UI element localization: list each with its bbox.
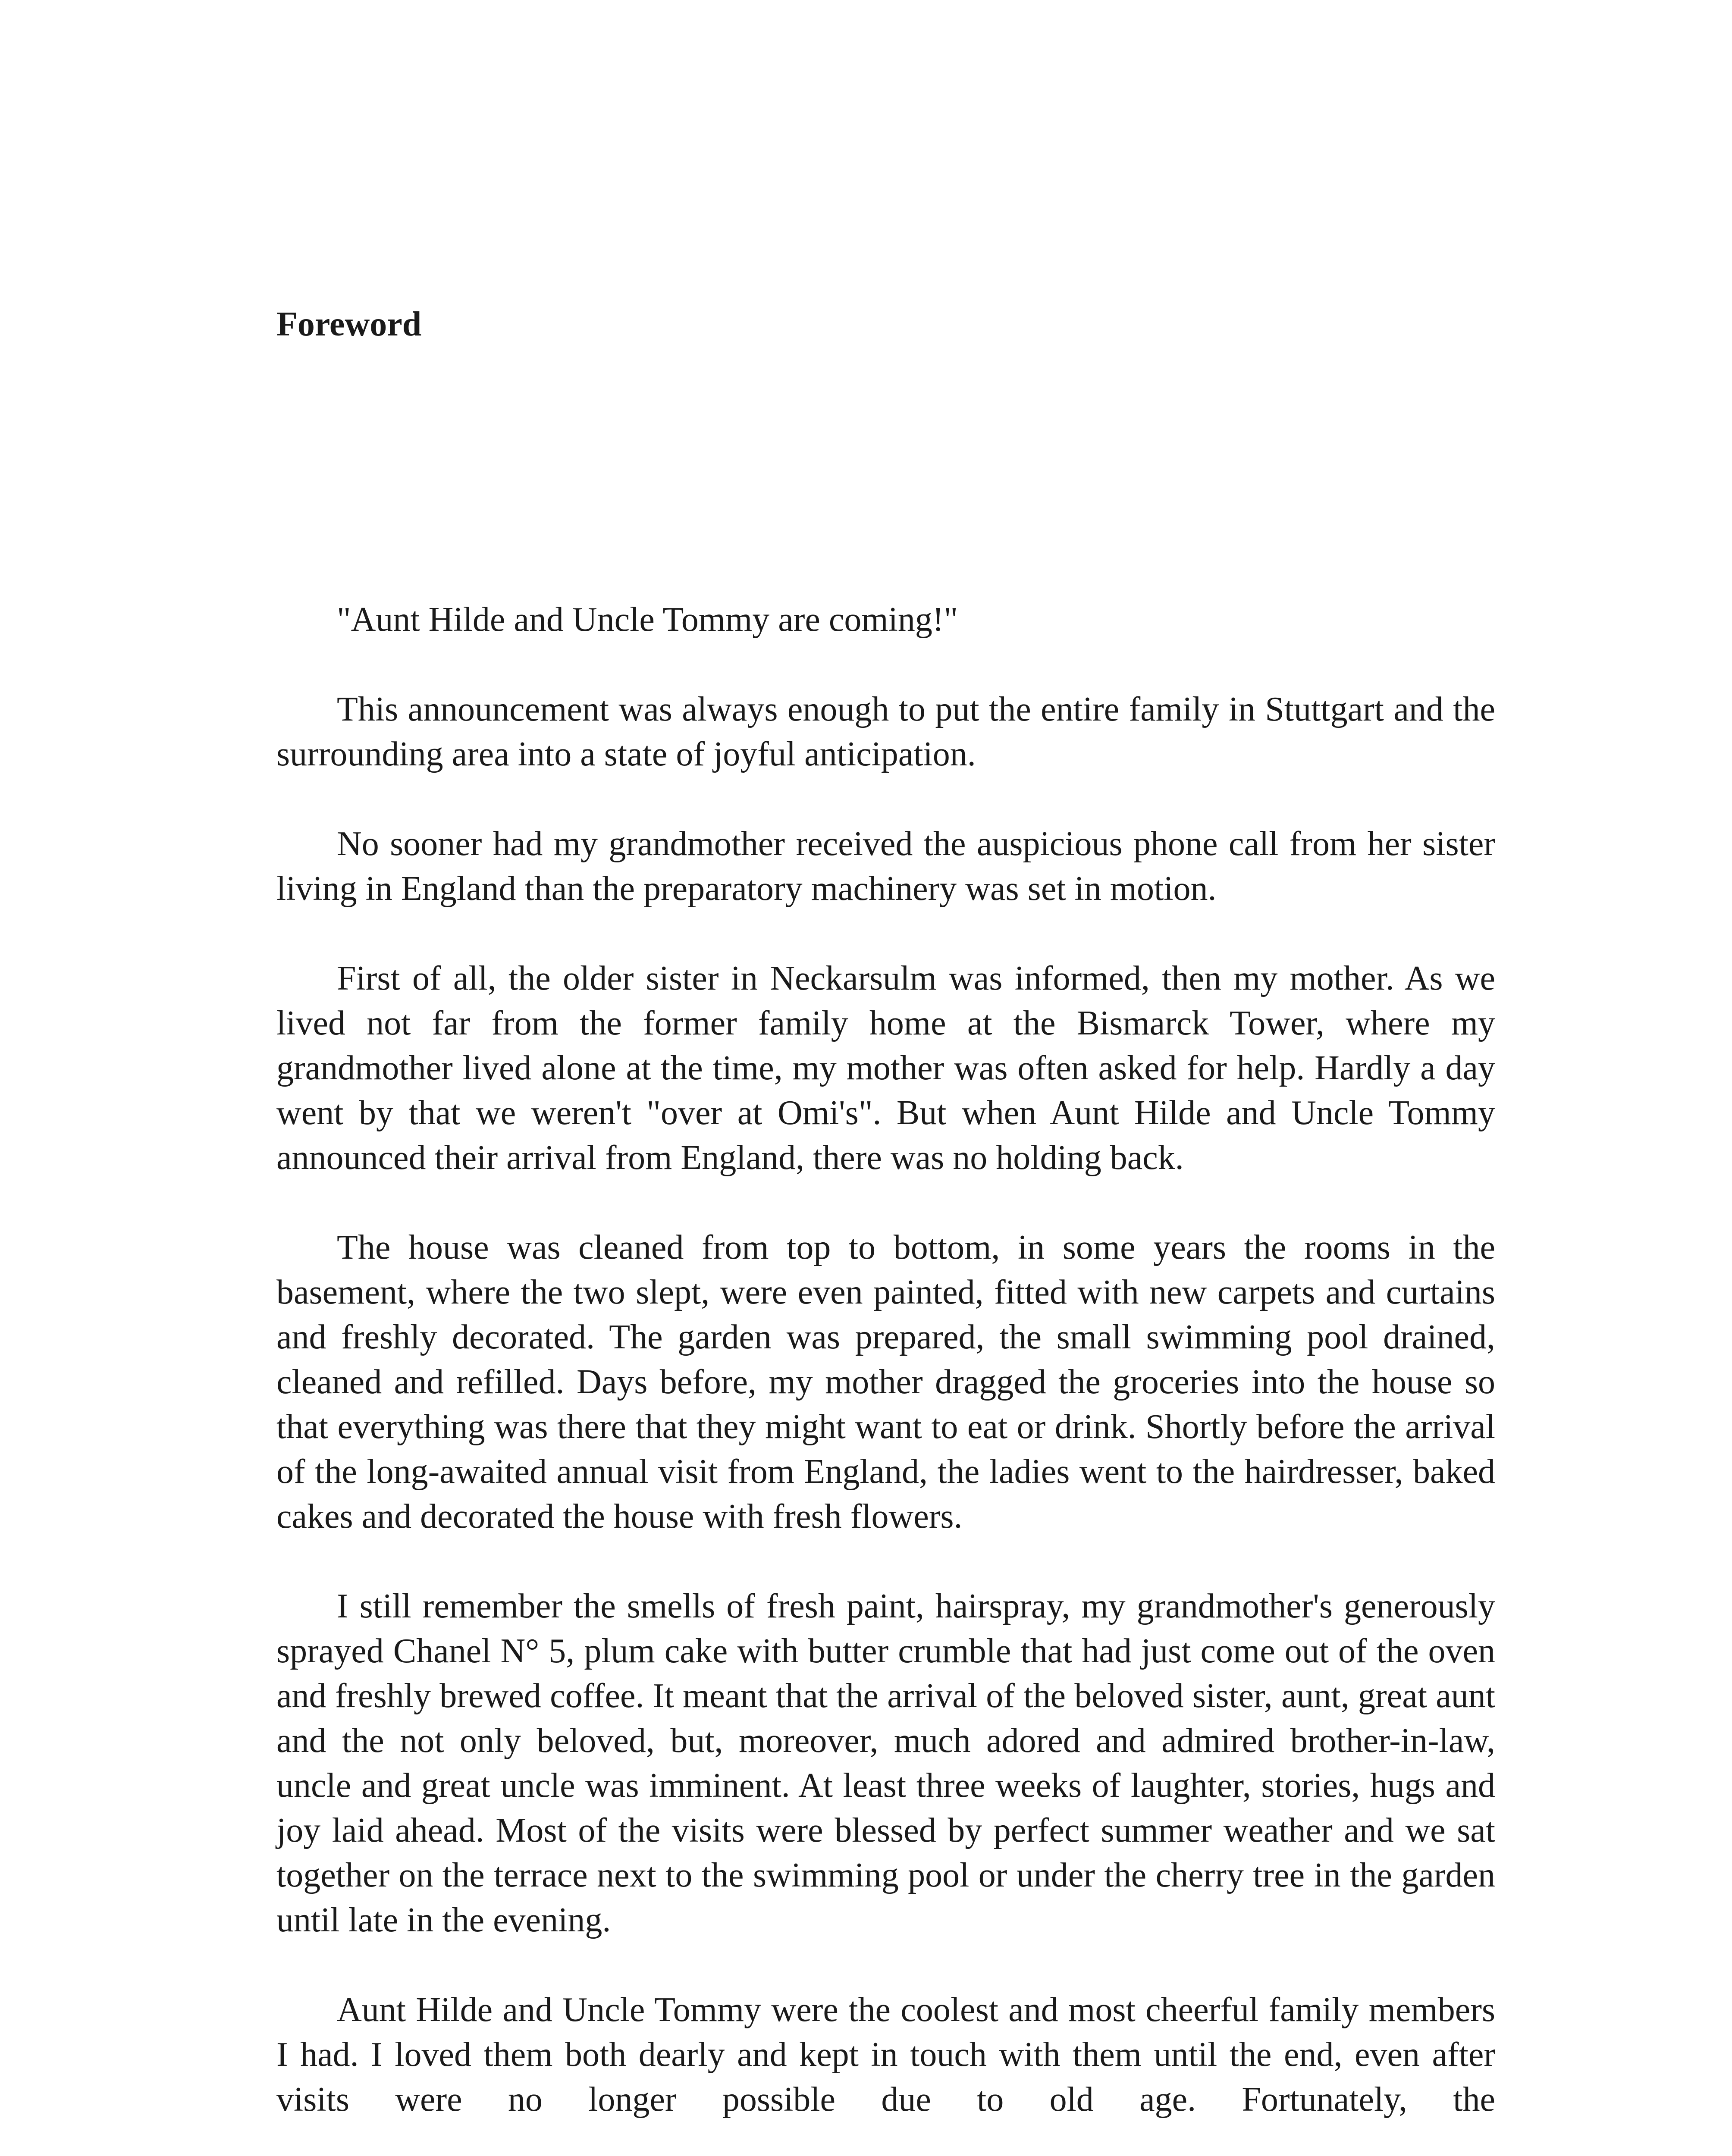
body-text <box>276 597 1495 2122</box>
paragraph-announcement: This announcement was always enough to put the entire family in Stuttgart and the surrounding area into a state of joyful anticipation. <box>276 690 1495 773</box>
paragraph-aunt-uncle: Aunt Hilde and Uncle Tommy were the coolest and most cheerful family members I had. I loved them both dearly and kept in touch with them until the end, even after visits were no longer possible due to old age. Fortunately, the <box>276 1991 1495 2118</box>
paragraph-house-preparation: The house was cleaned from top to bottom, in some years the rooms in the basement, where the two slept, were even painted, fitted with new carpets and curtains and freshly decorated. The garden was prepared, the small swimming pool drained, cleaned and refilled. Days before, my mother dragged the groceries into the house so that everything was there that they might want to eat or drink. Shortly before the arrival of the long-awaited annual visit from England, the ladies went to the hairdresser, baked cakes and decorated the house with fresh flowers. <box>276 1228 1495 1536</box>
paragraph-opening-quote: "Aunt Hilde and Uncle Tommy are coming!" <box>337 601 958 639</box>
paragraph-memories: I still remember the smells of fresh paint, hairspray, my grandmother's generously sprayed Chanel N° 5, plum cake with butter crumble that had just come out of the oven and freshly brewed coffee. It meant that the arrival of the beloved sister, aunt, great aunt and the not only beloved, but, moreover, much adored and admired brother-in-law, uncle and great uncle was imminent. At least three weeks of laughter, stories, hugs and joy laid ahead. Most of the visits were blessed by perfect summer weather and we sat together on the terrace next to the swimming pool or under the cherry tree in the garden until late in the evening. <box>276 1587 1495 1939</box>
paragraph-family-help: First of all, the older sister in Neckarsulm was informed, then my mother. As we lived not far from the former family home at the Bismarck Tower, where my grandmother lived alone at the time, my mother was often asked for help. Hardly a day went by that we weren't "over at Omi's". But when Aunt Hilde and Uncle Tommy announced their arrival from England, there was no holding back. <box>276 959 1495 1177</box>
chapter-heading: Foreword <box>276 305 422 343</box>
paragraph-phone-call: No sooner had my grandmother received the auspicious phone call from her sister living in England than the preparatory machinery was set in motion. <box>276 825 1495 908</box>
